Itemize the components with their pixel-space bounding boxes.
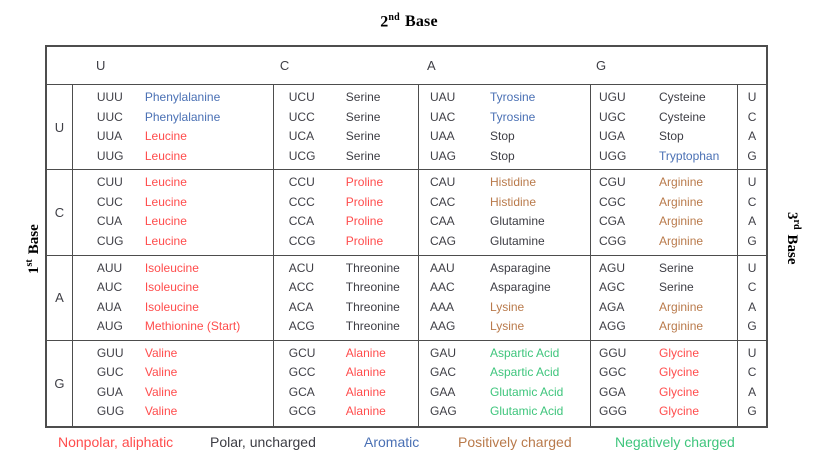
codon-label: UCU [288,90,315,104]
row-group-A [47,256,766,341]
codon-entry-CUC [97,193,273,213]
codon-entry-ACA [289,298,418,318]
codon-label: GGG [599,404,628,419]
codon-label: CCA [288,214,315,229]
codon-entry-AGA [599,298,737,318]
codon-entry-CAC [430,193,590,213]
row-group-C [47,170,766,255]
amino-acid-name: Aspartic Acid [489,365,560,380]
first-base-axis-label [24,224,43,274]
codon-label: AGC [599,280,626,294]
axis-right-number: 3 [784,212,800,220]
codon-label: GAA [429,384,456,399]
codon-label: AAC [429,280,455,294]
amino-acid-name: Histidine [489,194,537,209]
amino-acid-name: Asparagine [489,260,551,275]
codon-entry-ACG [289,317,418,337]
codon-entry-CCA [289,212,418,232]
codon-label: CAC [429,194,456,209]
codon-label: GAG [429,404,457,419]
third-base-letter-C: C [747,365,757,380]
codon-label: ACC [288,280,315,294]
codon-entry-GAU [430,344,590,364]
codon-label: GGC [599,365,627,380]
axis-left-word: Base [26,224,42,255]
codon-label: UGU [599,90,626,104]
codon-cell-UG [590,85,737,169]
codon-cell-AA [418,256,590,340]
amino-acid-name: Serine [345,148,381,163]
amino-acid-name: Proline [345,194,384,209]
amino-acid-name: Threonine [345,280,400,294]
codon-table [45,45,768,428]
codon-entry-UGU [599,88,737,108]
amino-acid-name: Histidine [489,175,537,190]
codon-entry-UCC [289,108,418,128]
codon-label: CGG [599,233,627,248]
codon-entry-GCU [289,344,418,364]
amino-acid-name: Leucine [144,233,187,248]
codon-label: UCG [288,148,316,163]
codon-entry-AUA [97,298,273,318]
amino-acid-name: Valine [144,345,178,360]
codon-entry-GUU [97,344,273,364]
codon-cell-GC [273,341,418,426]
codon-entry-ACC [289,278,418,298]
second-base-header-row [47,47,766,85]
legend [0,434,818,456]
third-base-letter-G: G [747,233,757,248]
codon-label: GGA [599,384,626,399]
codon-label: AGU [599,260,626,275]
amino-acid-name: Stop [489,148,515,163]
codon-entry-GCG [289,402,418,422]
legend-nonpolar: Nonpolar, aliphatic [58,434,174,450]
codon-entry-CAG [430,232,590,252]
codon-table-body [47,85,766,426]
codon-entry-CAA [430,212,590,232]
third-base-letter-G: G [747,404,757,419]
codon-label: AAG [429,319,456,333]
amino-acid-name: Tryptophan [659,148,720,163]
legend-aromatic: Aromatic [364,434,420,450]
codon-entry-AUG [97,317,273,337]
amino-acid-name: Leucine [144,129,187,143]
third-base-letter-C: C [747,109,757,124]
codon-label: GCA [288,384,315,399]
codon-cell-CA [418,170,590,254]
amino-acid-name: Arginine [659,299,704,314]
amino-acid-name: Aspartic Acid [489,345,560,360]
amino-acid-name: Proline [345,214,384,229]
amino-acid-name: Methionine (Start) [144,319,241,333]
axis-right-ordinal: rd [791,219,802,230]
codon-entry-AGG [599,317,737,337]
codon-entry-CGU [599,173,737,193]
codon-label: UCA [288,129,315,143]
amino-acid-name: Leucine [144,214,187,229]
codon-cell-GU [72,341,273,426]
amino-acid-name: Lysine [489,299,525,314]
codon-entry-UUG [97,147,273,167]
codon-entry-CUG [97,232,273,252]
codon-entry-GCC [289,363,418,383]
amino-acid-name: Serine [345,109,381,124]
codon-label: CGA [599,214,626,229]
codon-label: CCG [288,233,316,248]
third-base-letter-U: U [747,175,757,190]
codon-entry-CUU [97,173,273,193]
codon-entry-AAA [430,298,590,318]
amino-acid-name: Alanine [345,345,386,360]
codon-label: CGC [599,194,626,209]
third-base-letter-U: U [747,345,757,360]
amino-acid-name: Alanine [345,365,386,380]
codon-label: AAU [429,260,455,275]
codon-label: GAU [429,345,456,360]
codon-label: GUU [96,345,124,360]
axis-left-ordinal: st [24,259,35,267]
amino-acid-name: Valine [144,384,178,399]
column-header-U: U [96,58,106,73]
amino-acid-name: Glycine [659,365,700,380]
codon-label: UGG [599,148,627,163]
amino-acid-name: Glycine [659,345,700,360]
amino-acid-name: Isoleucine [144,280,199,294]
codon-cell-UU [72,85,273,169]
third-base-letter-U: U [747,90,757,104]
amino-acid-name: Glutamine [489,214,545,229]
legend-positive: Positively charged [458,434,572,450]
title-number: 2 [380,13,389,31]
column-header-G: G [596,58,607,73]
codon-label: CUU [96,175,123,190]
column-header-C: C [279,58,290,73]
amino-acid-name: Tyrosine [489,90,536,104]
third-base-letter-A: A [748,214,757,229]
codon-cell-AC [273,256,418,340]
first-base-letter-A: A [55,290,64,306]
codon-label: UAG [429,148,456,163]
third-base-column [737,85,766,169]
third-base-letter-C: C [747,280,757,294]
amino-acid-name: Proline [345,175,384,190]
amino-acid-name: Leucine [144,175,187,190]
amino-acid-name: Cysteine [659,90,706,104]
amino-acid-name: Threonine [345,299,400,314]
codon-entry-CCU [289,173,418,193]
amino-acid-name: Serine [345,129,381,143]
amino-acid-name: Serine [659,260,694,275]
amino-acid-name: Cysteine [659,109,706,124]
third-base-column [737,256,766,340]
amino-acid-name: Alanine [345,384,386,399]
amino-acid-name: Arginine [659,194,704,209]
codon-entry-GGU [599,344,737,364]
codon-entry-UGC [599,108,737,128]
codon-label: ACA [288,299,314,314]
axis-right-word: Base [784,234,800,265]
column-header-A: A [427,58,436,73]
codon-label: GCU [288,345,316,360]
codon-cell-GA [418,341,590,426]
third-base-column [737,341,766,426]
codon-entry-UCG [289,147,418,167]
codon-cell-AG [590,256,737,340]
third-base-letter-G: G [747,148,757,163]
codon-entry-UCA [289,127,418,147]
amino-acid-name: Glycine [659,384,700,399]
first-base-letter-C: C [54,204,65,220]
codon-label: UUG [96,148,124,163]
codon-label: CAU [429,175,456,190]
codon-entry-AUU [97,259,273,279]
amino-acid-name: Alanine [345,404,386,419]
codon-entry-CGC [599,193,737,213]
codon-cell-CU [72,170,273,254]
codon-entry-UAA [430,127,590,147]
amino-acid-name: Arginine [659,175,704,190]
codon-entry-UUC [97,108,273,128]
amino-acid-name: Valine [144,404,178,419]
codon-label: GUC [96,365,124,380]
codon-label: CCU [288,175,315,190]
codon-entry-UAC [430,108,590,128]
amino-acid-name: Arginine [659,233,704,248]
codon-label: UCC [288,109,315,124]
codon-label: GGU [599,345,627,360]
amino-acid-name: Arginine [659,319,704,333]
codon-entry-GUA [97,383,273,403]
codon-label: CGU [599,175,626,190]
codon-entry-AGC [599,278,737,298]
amino-acid-name: Tyrosine [489,109,536,124]
codon-entry-GGA [599,383,737,403]
codon-entry-UGG [599,147,737,167]
codon-entry-UAU [430,88,590,108]
codon-entry-GGG [599,402,737,422]
codon-label: CUC [96,194,123,209]
row-group-U [47,85,766,170]
codon-entry-AAG [430,317,590,337]
amino-acid-name: Phenylalanine [144,90,221,104]
amino-acid-name: Threonine [345,319,400,333]
amino-acid-name: Glutamic Acid [489,384,564,399]
codon-label: AUA [96,299,122,314]
codon-entry-ACU [289,259,418,279]
amino-acid-name: Proline [345,233,384,248]
codon-entry-UAG [430,147,590,167]
codon-entry-CGG [599,232,737,252]
codon-entry-GGC [599,363,737,383]
title-word: Base [404,13,438,31]
codon-entry-UCU [289,88,418,108]
amino-acid-name: Leucine [144,194,187,209]
codon-label: CAA [429,214,455,229]
codon-label: UAC [429,109,456,124]
title-ordinal: nd [388,12,400,23]
codon-entry-AGU [599,259,737,279]
codon-entry-CGA [599,212,737,232]
codon-label: GAC [429,365,456,380]
codon-label: UUU [96,90,123,104]
codon-entry-GUG [97,402,273,422]
third-base-letter-U: U [747,260,757,275]
amino-acid-name: Arginine [659,214,704,229]
amino-acid-name: Glutamic Acid [489,404,564,419]
third-base-letter-A: A [748,384,757,399]
codon-entry-CUA [97,212,273,232]
third-base-axis-label [783,212,802,265]
codon-cell-CG [590,170,737,254]
codon-label: ACU [288,260,315,275]
first-base-letter-G: G [54,375,65,391]
codon-label: AUG [96,319,123,333]
codon-label: UGC [599,109,626,124]
codon-cell-CC [273,170,418,254]
codon-label: AUC [96,280,123,294]
codon-label: GCG [288,404,317,419]
row-group-G [47,341,766,426]
third-base-letter-A: A [748,129,757,143]
codon-entry-AAU [430,259,590,279]
codon-label: CCC [288,194,315,209]
codon-entry-AUC [97,278,273,298]
amino-acid-name: Phenylalanine [144,109,221,124]
amino-acid-name: Lysine [489,319,525,333]
amino-acid-name: Isoleucine [144,260,199,275]
second-base-title [0,12,818,31]
codon-label: UAU [429,90,456,104]
codon-label: UGA [599,129,626,143]
amino-acid-name: Stop [659,129,684,143]
codon-label: AGG [599,319,626,333]
codon-cell-UC [273,85,418,169]
codon-entry-UGA [599,127,737,147]
codon-label: ACG [288,319,315,333]
codon-label: GUA [96,384,123,399]
codon-label: UAA [429,129,455,143]
codon-label: AGA [599,299,625,314]
codon-label: UUA [96,129,123,143]
codon-entry-UUA [97,127,273,147]
codon-entry-GUC [97,363,273,383]
legend-polar: Polar, uncharged [210,434,316,450]
codon-label: AUU [96,260,123,275]
codon-label: CUA [96,214,123,229]
amino-acid-name: Glutamine [489,233,545,248]
third-base-letter-A: A [748,299,757,314]
amino-acid-name: Glycine [659,404,700,419]
codon-label: UUC [96,109,123,124]
codon-label: AAA [429,299,454,314]
codon-label: GCC [288,365,316,380]
codon-entry-GAC [430,363,590,383]
codon-entry-CAU [430,173,590,193]
amino-acid-name: Leucine [144,148,187,163]
third-base-column [737,170,766,254]
codon-entry-GAG [430,402,590,422]
codon-entry-CCC [289,193,418,213]
codon-entry-CCG [289,232,418,252]
codon-cell-GG [590,341,737,426]
codon-label: GUG [96,404,125,419]
legend-negative: Negatively charged [615,434,735,450]
codon-cell-UA [418,85,590,169]
amino-acid-name: Threonine [345,260,400,275]
amino-acid-name: Isoleucine [144,299,199,314]
amino-acid-name: Serine [345,90,381,104]
codon-entry-GCA [289,383,418,403]
third-base-letter-G: G [747,319,757,333]
amino-acid-name: Stop [489,129,515,143]
amino-acid-name: Asparagine [489,280,551,294]
amino-acid-name: Serine [659,280,694,294]
amino-acid-name: Valine [144,365,178,380]
codon-label: CUG [96,233,124,248]
axis-left-number: 1 [26,266,42,274]
codon-label: CAG [429,233,456,248]
codon-entry-GAA [430,383,590,403]
codon-entry-AAC [430,278,590,298]
codon-entry-UUU [97,88,273,108]
third-base-letter-C: C [747,194,757,209]
first-base-letter-U: U [54,119,65,135]
codon-cell-AU [72,256,273,340]
